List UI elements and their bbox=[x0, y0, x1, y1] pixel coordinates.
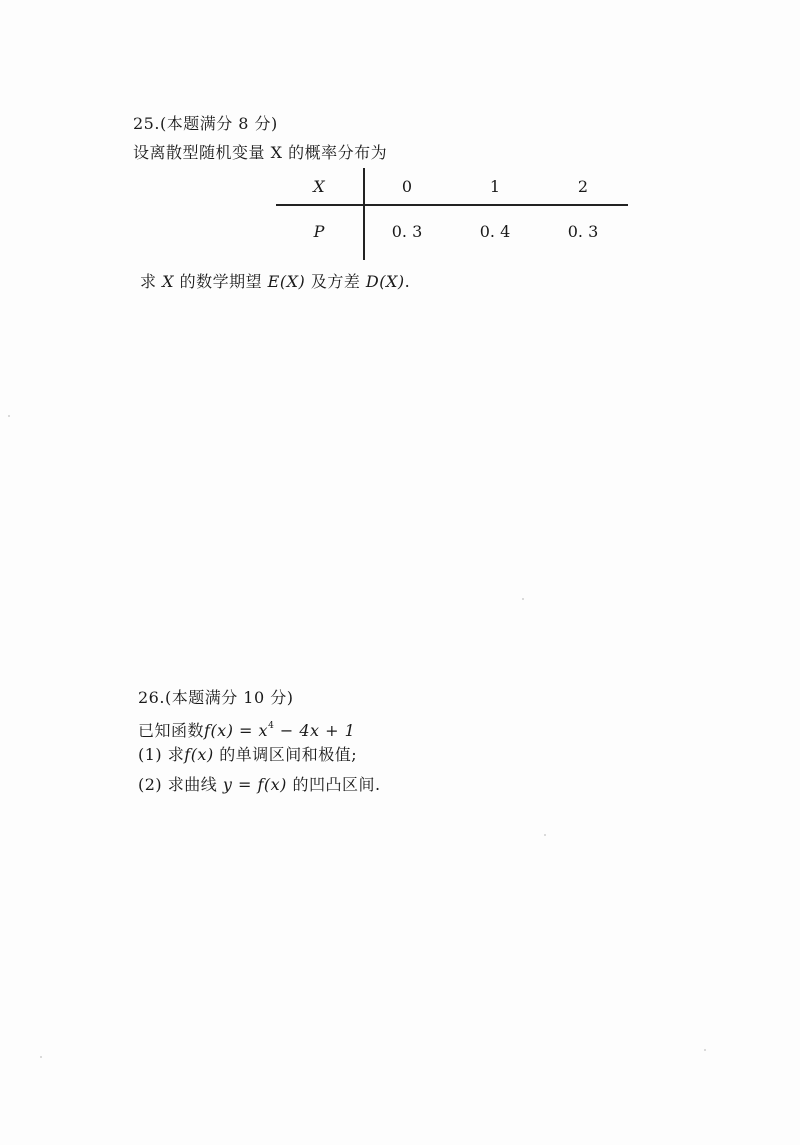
table-horizontal-rule bbox=[276, 204, 628, 206]
q25-ask-end: . bbox=[404, 272, 411, 291]
scan-speck bbox=[704, 1049, 706, 1051]
q26-func-eq: = bbox=[233, 721, 259, 740]
table-probability: 0. 4 bbox=[479, 222, 511, 241]
q26-func-exponent: 4 bbox=[268, 721, 275, 731]
q26-p2-pre: (2) 求曲线 bbox=[138, 775, 223, 794]
table-probability: 0. 3 bbox=[391, 222, 423, 241]
scan-speck bbox=[8, 415, 10, 417]
table-vertical-rule bbox=[363, 168, 365, 260]
q26-p2-y: y bbox=[222, 775, 233, 794]
q25-ask-and: 及方差 bbox=[305, 272, 366, 291]
q26-func-x: x bbox=[258, 721, 269, 740]
q26-func-rest: − 4x + 1 bbox=[274, 721, 356, 740]
table-row-label-p: P bbox=[313, 222, 325, 241]
table-value: 0 bbox=[401, 177, 413, 196]
q25-intro: 设离散型随机变量 X 的概率分布为 bbox=[133, 143, 388, 162]
q26-title: 26.(本题满分 10 分) bbox=[138, 688, 294, 707]
scan-speck bbox=[522, 598, 524, 600]
q26-func-f: f(x) bbox=[204, 721, 234, 740]
scan-speck bbox=[40, 1056, 42, 1058]
q26-p2-post: 的凹凸区间. bbox=[286, 775, 381, 794]
q26-p2-f: f(x) bbox=[257, 775, 287, 794]
q26-func-pre: 已知函数 bbox=[138, 721, 205, 740]
probability-distribution-table bbox=[276, 168, 628, 260]
q26-part-1 bbox=[138, 745, 357, 765]
table-probability: 0. 3 bbox=[567, 222, 599, 241]
variance-expr: D(X) bbox=[365, 272, 405, 291]
q25-title: 25.(本题满分 8 分) bbox=[133, 114, 278, 133]
q26-p2-eq: = bbox=[232, 775, 258, 794]
scan-speck bbox=[544, 834, 546, 836]
q26-p1-post: 的单调区间和极值; bbox=[213, 745, 358, 764]
q26-part-2 bbox=[138, 775, 381, 795]
q26-p1-f: f(x) bbox=[184, 745, 214, 764]
table-value: 1 bbox=[489, 177, 501, 196]
q26-function-definition bbox=[138, 716, 355, 741]
q25-ask-var: X bbox=[162, 272, 174, 291]
table-row-label-x: X bbox=[313, 177, 325, 196]
expectation-expr: E(X) bbox=[267, 272, 306, 291]
q25-ask-pre: 求 bbox=[140, 272, 163, 291]
q25-ask-mid: 的数学期望 bbox=[173, 272, 268, 291]
q26-p1-pre: (1) 求 bbox=[138, 745, 185, 764]
table-value: 2 bbox=[577, 177, 589, 196]
q25-question bbox=[140, 272, 410, 292]
